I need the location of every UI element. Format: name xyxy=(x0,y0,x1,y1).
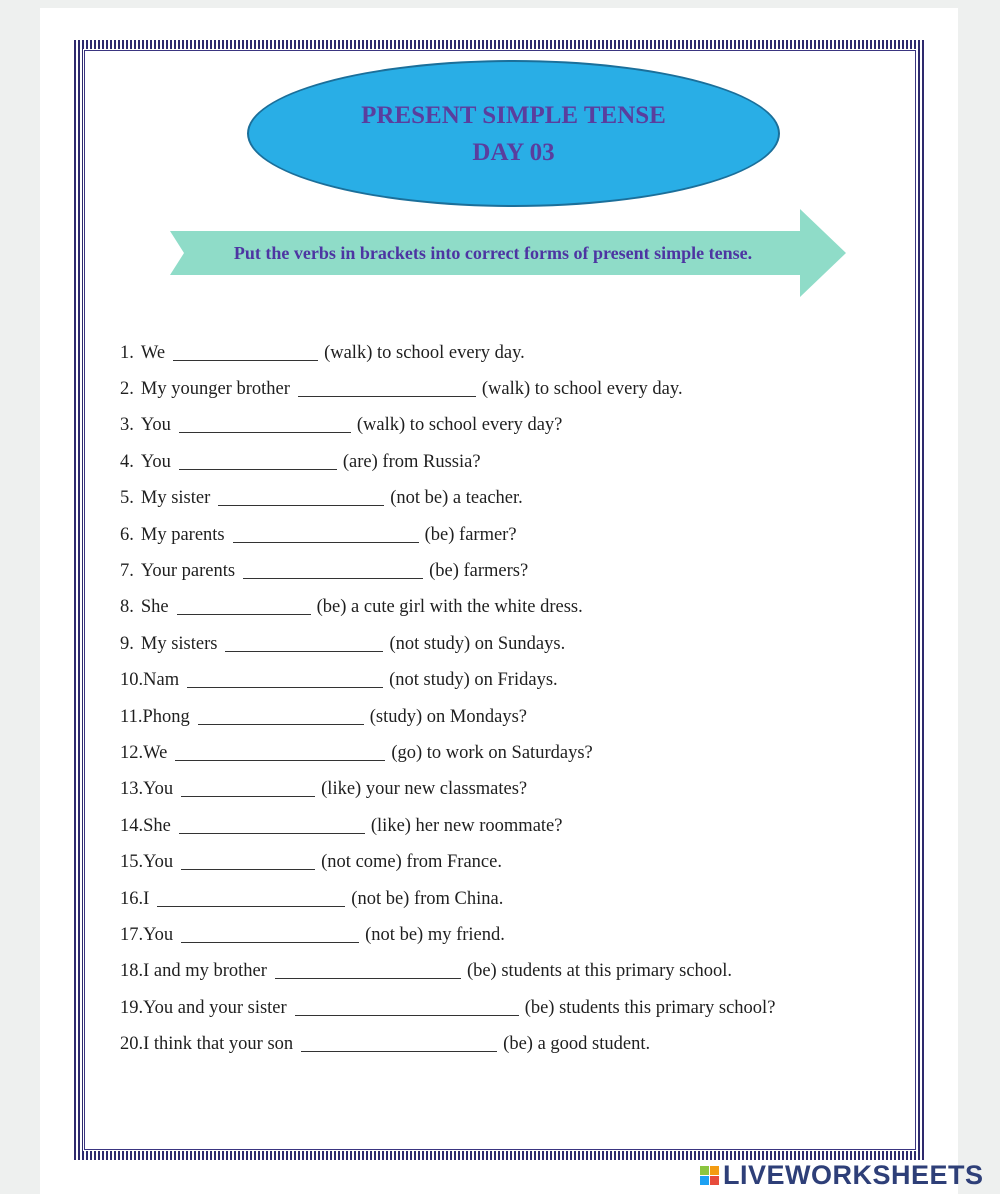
exercise-subject: You xyxy=(140,451,171,472)
exercise-rest: (be) a cute girl with the white dress. xyxy=(316,597,583,618)
exercise-item xyxy=(120,954,775,990)
exercise-rest: (be) students at this primary school. xyxy=(466,961,733,982)
exercise-rest: (go) to work on Saturdays? xyxy=(391,742,593,763)
exercise-number: 12. xyxy=(120,742,144,763)
answer-blank[interactable] xyxy=(175,746,385,761)
answer-blank[interactable] xyxy=(198,710,364,725)
exercise-item xyxy=(120,444,775,480)
exercise-number: 20. xyxy=(120,1034,144,1055)
exercise-number: 2. xyxy=(120,379,134,400)
exercise-rest: (walk) to school every day? xyxy=(356,415,563,436)
answer-blank[interactable] xyxy=(187,673,383,688)
answer-blank[interactable] xyxy=(225,637,383,652)
exercise-item xyxy=(120,881,775,917)
title-oval xyxy=(247,60,780,207)
answer-blank[interactable] xyxy=(173,346,318,361)
exercise-list xyxy=(120,335,775,1063)
instruction-text: Put the verbs in brackets into correct forms of present simple tense. xyxy=(233,242,753,263)
answer-blank[interactable] xyxy=(177,600,311,615)
exercise-subject: We xyxy=(143,742,168,763)
exercise-subject: She xyxy=(140,597,169,618)
exercise-subject: I think that your son xyxy=(143,1034,294,1055)
answer-blank[interactable] xyxy=(181,855,315,870)
exercise-subject: My younger brother xyxy=(140,379,290,400)
exercise-subject: My sisters xyxy=(140,633,218,654)
exercise-item xyxy=(120,1026,775,1062)
exercise-subject: You and your sister xyxy=(143,997,287,1018)
exercise-subject: My parents xyxy=(140,524,225,545)
exercise-item xyxy=(120,663,775,699)
exercise-number: 11. xyxy=(120,706,143,727)
exercise-number: 3. xyxy=(120,415,134,436)
exercise-rest: (study) on Mondays? xyxy=(369,706,527,727)
exercise-subject: You xyxy=(143,852,174,873)
title-line-1: PRESENT SIMPLE TENSE xyxy=(361,101,666,129)
answer-blank[interactable] xyxy=(275,964,461,979)
exercise-item xyxy=(120,917,775,953)
exercise-rest: (like) your new classmates? xyxy=(321,779,528,800)
answer-blank[interactable] xyxy=(181,928,359,943)
answer-blank[interactable] xyxy=(179,418,351,433)
answer-blank[interactable] xyxy=(179,455,337,470)
exercise-subject: She xyxy=(143,815,171,836)
exercise-number: 7. xyxy=(120,561,134,582)
exercise-item xyxy=(120,590,775,626)
exercise-subject: Your parents xyxy=(140,561,236,582)
exercise-number: 1. xyxy=(120,342,134,363)
exercise-subject: My sister xyxy=(140,488,211,509)
exercise-item xyxy=(120,408,775,444)
liveworksheets-logo xyxy=(700,1158,984,1192)
exercise-number: 6. xyxy=(120,524,134,545)
exercise-rest: (like) her new roommate? xyxy=(370,815,563,836)
exercise-rest: (not be) from China. xyxy=(351,888,504,909)
exercise-number: 18. xyxy=(120,961,144,982)
exercise-rest: (not be) a teacher. xyxy=(390,488,523,509)
exercise-item xyxy=(120,517,775,553)
exercise-rest: (walk) to school every day. xyxy=(481,379,683,400)
answer-blank[interactable] xyxy=(243,564,423,579)
answer-blank[interactable] xyxy=(181,782,315,797)
exercise-item xyxy=(120,772,775,808)
exercise-item xyxy=(120,990,775,1026)
exercise-number: 19. xyxy=(120,997,144,1018)
exercise-item xyxy=(120,844,775,880)
answer-blank[interactable] xyxy=(301,1037,497,1052)
exercise-rest: (walk) to school every day. xyxy=(324,342,525,363)
exercise-number: 10. xyxy=(120,670,144,691)
answer-blank[interactable] xyxy=(295,1001,519,1016)
exercise-number: 16. xyxy=(120,888,144,909)
answer-blank[interactable] xyxy=(218,491,384,506)
exercise-number: 5. xyxy=(120,488,134,509)
exercise-item xyxy=(120,699,775,735)
exercise-item xyxy=(120,553,775,589)
exercise-rest: (be) farmers? xyxy=(429,561,529,582)
exercise-rest: (be) students this primary school? xyxy=(524,997,776,1018)
exercise-item xyxy=(120,626,775,662)
exercise-number: 8. xyxy=(120,597,134,618)
answer-blank[interactable] xyxy=(157,892,345,907)
exercise-rest: (are) from Russia? xyxy=(342,451,481,472)
exercise-number: 4. xyxy=(120,451,134,472)
logo-mark-icon xyxy=(700,1166,719,1185)
logo-text: LIVEWORKSHEETS xyxy=(723,1159,984,1190)
exercise-number: 14. xyxy=(120,815,144,836)
exercise-subject: You xyxy=(143,924,174,945)
exercise-subject: I and my brother xyxy=(143,961,267,982)
exercise-subject: You xyxy=(140,415,171,436)
instruction-arrow xyxy=(170,209,846,297)
answer-blank[interactable] xyxy=(233,528,419,543)
exercise-item xyxy=(120,735,775,771)
exercise-rest: (be) a good student. xyxy=(503,1034,651,1055)
exercise-subject: You xyxy=(143,779,174,800)
exercise-number: 13. xyxy=(120,779,144,800)
exercise-rest: (not study) on Fridays. xyxy=(389,670,558,691)
exercise-item xyxy=(120,808,775,844)
exercise-number: 17. xyxy=(120,924,144,945)
answer-blank[interactable] xyxy=(298,382,476,397)
title-line-2: DAY 03 xyxy=(472,138,555,166)
exercise-number: 9. xyxy=(120,633,134,654)
exercise-item xyxy=(120,371,775,407)
exercise-subject: We xyxy=(140,342,166,363)
exercise-subject: Phong xyxy=(142,706,190,727)
exercise-item xyxy=(120,335,775,371)
exercise-subject: Nam xyxy=(143,670,180,691)
exercise-subject: I xyxy=(143,888,150,909)
exercise-item xyxy=(120,481,775,517)
exercise-rest: (not be) my friend. xyxy=(365,924,505,945)
exercise-rest: (not come) from France. xyxy=(321,852,502,873)
exercise-rest: (not study) on Sundays. xyxy=(389,633,566,654)
exercise-rest: (be) farmer? xyxy=(424,524,517,545)
answer-blank[interactable] xyxy=(179,819,365,834)
exercise-number: 15. xyxy=(120,852,144,873)
